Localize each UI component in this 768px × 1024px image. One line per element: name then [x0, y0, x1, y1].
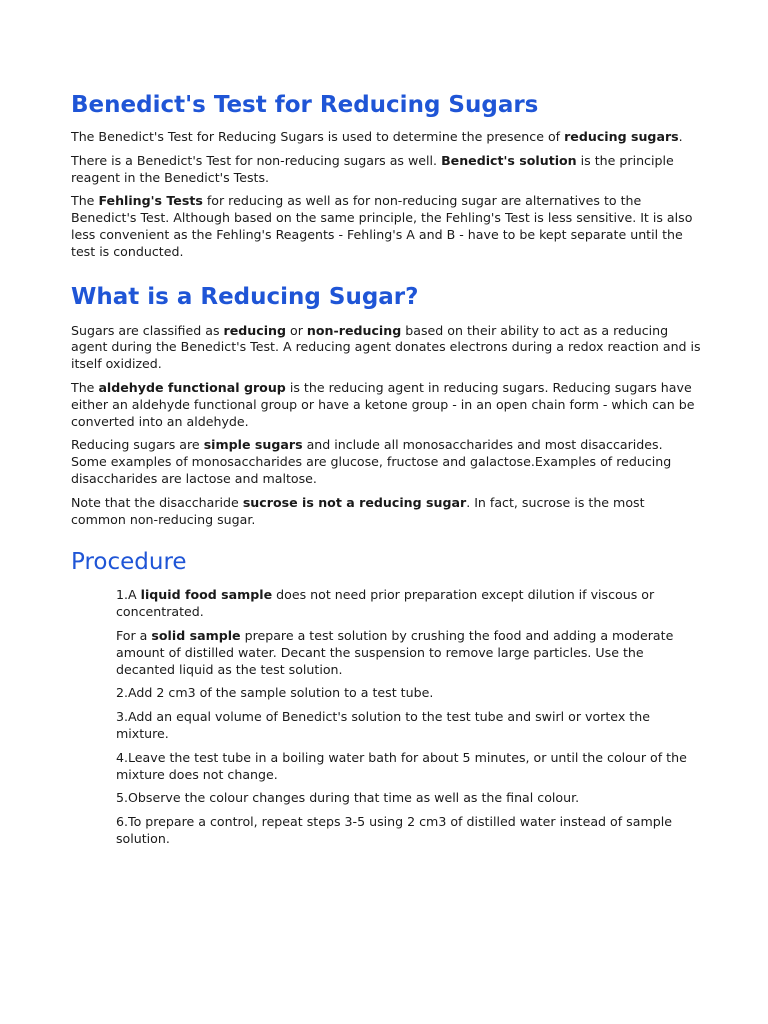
intro-paragraph-1: The Benedict's Test for Reducing Sugars is used to determine the presence of reducing sugars.	[71, 129, 683, 144]
reducing-paragraph-3: Reducing sugars are simple sugars and include all monosaccharides and most disaccarides. Some examples of monosaccharides are glucose, fructose and galactose.Examples of reducing disaccharides are lactose and maltose.	[71, 437, 672, 486]
intro-paragraph-2: There is a Benedict's Test for non-reducing sugars as well. Benedict's solution is the principle reagent in the Benedict's Tests.	[71, 152, 674, 185]
procedure-step-1: 1.A liquid food sample does not need prior preparation except dilution if viscous or concentrated.	[116, 587, 655, 620]
reducing-paragraph-1: Sugars are classified as reducing or non-reducing based on their ability to act as a reducing agent during the Benedict's Test. A reducing agent donates electrons during a redox reaction and is itself oxidized.	[71, 322, 701, 372]
procedure-step-2: 2.Add 2 cm3 of the sample solution to a test tube.	[116, 685, 434, 701]
procedure-step-6: 6.To prepare a control, repeat steps 3-5 using 2 cm3 of distilled water instead of sample solution.	[116, 814, 672, 846]
procedure-steps	[116, 587, 706, 847]
intro-paragraph-3: The Fehling's Tests for reducing as well as for non-reducing sugar are alternatives to the Benedict's Test. Although based on the same principle, the Fehling's Test is less sensitive. It is also less convenient as the Fehling's Reagents - Fehling's A and B - have to be kept separate until the test is conducted.	[71, 193, 693, 259]
procedure-step-3: 3.Add an equal volume of Benedict's solution to the test tube and swirl or vortex the mixture.	[116, 709, 650, 741]
page-title: Benedict's Test for Reducing Sugars	[71, 92, 539, 118]
document-page	[71, 88, 701, 855]
procedure-heading: Procedure	[71, 549, 187, 576]
reducing-paragraph-4: Note that the disaccharide sucrose is not a reducing sugar. In fact, sucrose is the most common non-reducing sugar.	[71, 494, 645, 527]
reducing-paragraph-2: The aldehyde functional group is the reducing agent in reducing sugars. Reducing sugars have either an aldehyde functional group or have a ketone group - in an open chain form - which can be converted into an aldehyde.	[71, 379, 695, 429]
procedure-step-4: 4.Leave the test tube in a boiling water bath for about 5 minutes, or until the colour of the mixture does not change.	[116, 749, 687, 782]
reducing-sugar-heading: What is a Reducing Sugar?	[71, 283, 419, 310]
procedure-step-1-solid: For a solid sample prepare a test solution by crushing the food and adding a moderate amount of distilled water. Decant the suspension to remove large particles. Use the decanted liquid as the test solution.	[116, 627, 674, 677]
procedure-step-5: 5.Observe the colour changes during that time as well as the final colour.	[116, 790, 580, 806]
